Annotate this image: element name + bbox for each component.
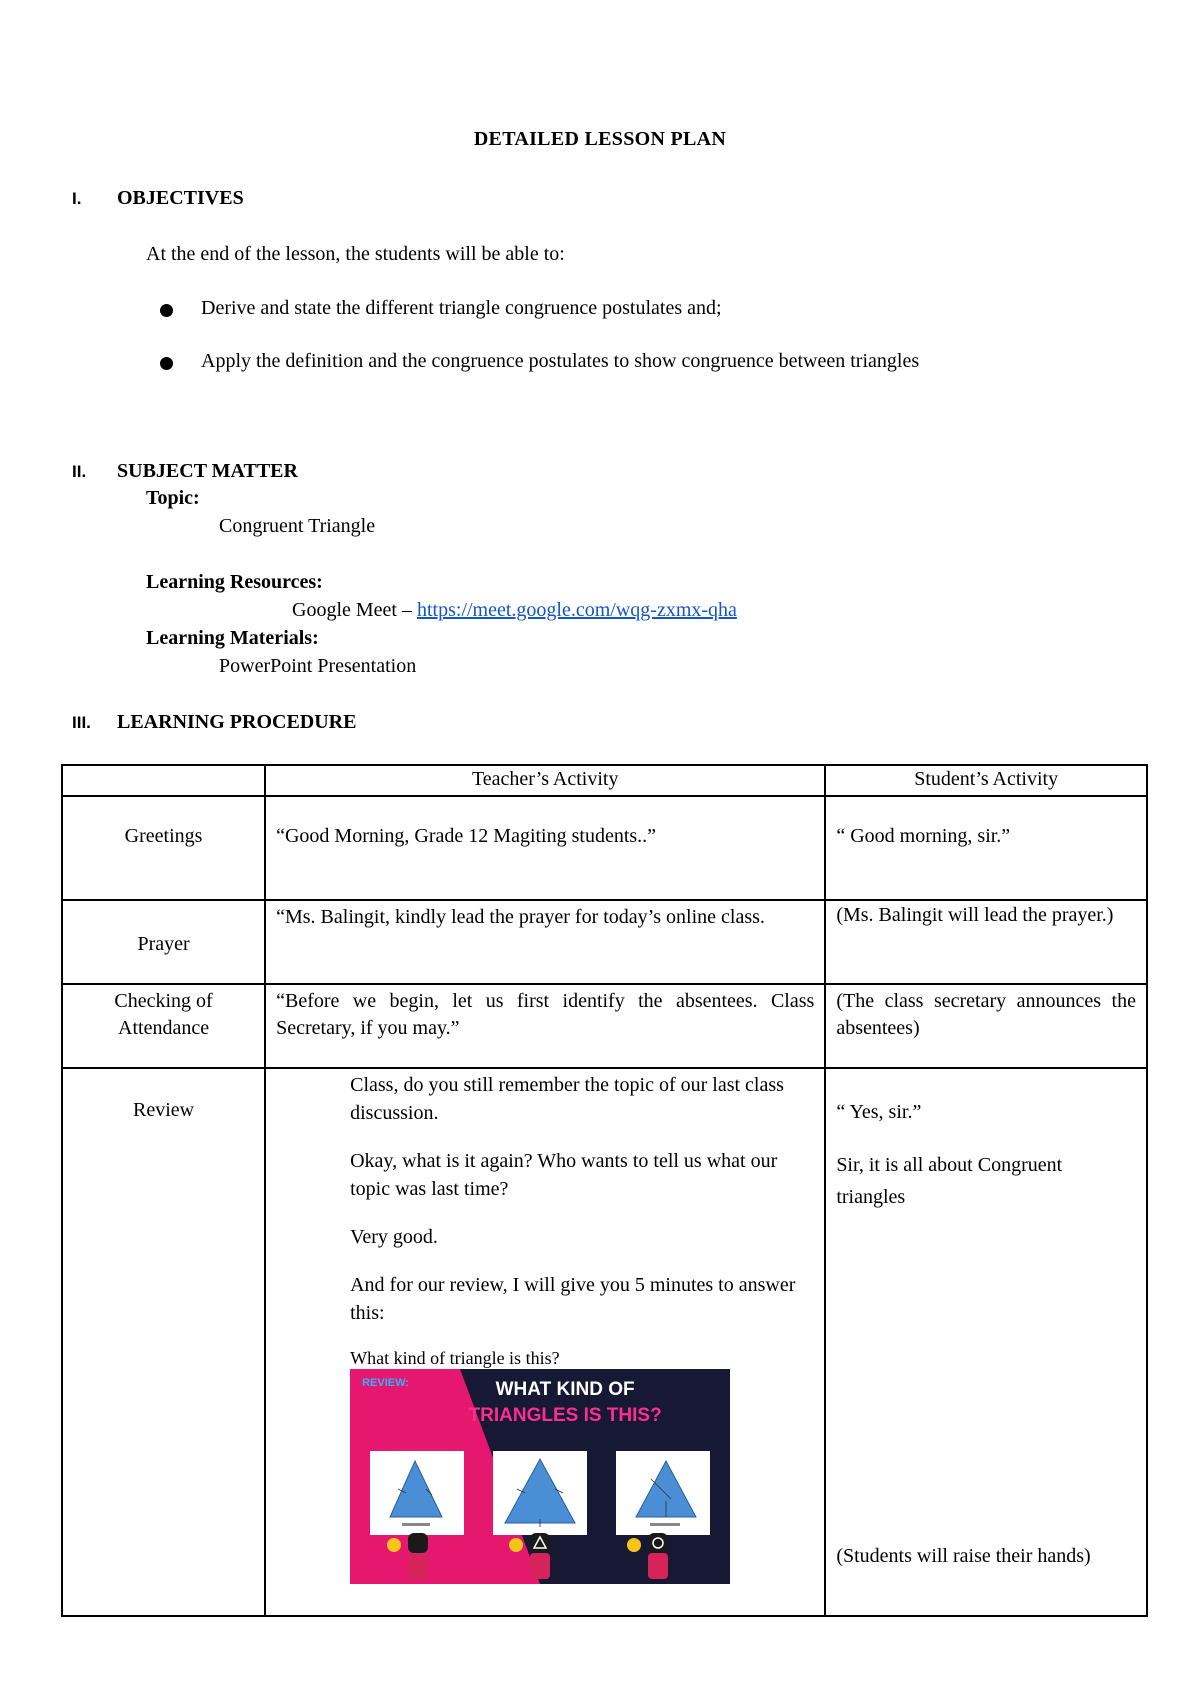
- objectives-intro: At the end of the lesson, the students will be able to:: [146, 243, 565, 265]
- slide-review-tag: REVIEW:: [362, 1377, 409, 1389]
- objective-item: Apply the definition and the congruence postulates to show congruence between triangles: [201, 350, 920, 372]
- triangle-card: [370, 1451, 464, 1535]
- subject-matter-heading: [72, 460, 298, 483]
- google-meet-link[interactable]: https://meet.google.com/wqg-zxmx-qha: [416, 599, 737, 621]
- bullet-icon: [160, 357, 173, 370]
- materials-value: PowerPoint Presentation: [219, 655, 417, 677]
- triangle-card: [493, 1451, 587, 1535]
- slide-title-line1: WHAT KIND OF: [495, 1379, 635, 1400]
- student-activity: “ Good morning, sir.”: [825, 796, 1147, 900]
- table-row-attendance: [62, 984, 1147, 1068]
- resources-value: [292, 599, 737, 622]
- student-activity: (Ms. Balingit will lead the prayer.): [825, 900, 1147, 984]
- scalene-triangle-icon: [370, 1451, 464, 1535]
- review-student-line: (Students will raise their hands): [836, 1545, 1091, 1567]
- teacher-activity: [265, 1068, 825, 1616]
- equilateral-triangle-icon: [493, 1451, 587, 1535]
- header-cell: [62, 765, 265, 796]
- row-label: Checking of Attendance: [62, 984, 265, 1068]
- procedure-table: [61, 764, 1148, 1617]
- game-characters-icon: [350, 1529, 730, 1584]
- section-title: OBJECTIVES: [117, 187, 244, 209]
- table-row-review: [62, 1068, 1147, 1616]
- teacher-activity: “Before we begin, let us first identify the absentees. Class Secretary, if you may.”: [265, 984, 825, 1068]
- review-teacher-line: And for our review, I will give you 5 minutes to answer this:: [350, 1274, 796, 1324]
- resources-label: Learning Resources:: [146, 571, 323, 593]
- review-slide-image: [350, 1369, 730, 1584]
- section-number: I.: [72, 189, 82, 208]
- table-header-row: [62, 765, 1147, 796]
- header-cell: Student’s Activity: [825, 765, 1147, 796]
- table-row-greetings: [62, 796, 1147, 900]
- review-student-line: “ Yes, sir.”: [836, 1101, 922, 1123]
- objective-item: Derive and state the different triangle congruence postulates and;: [201, 297, 722, 319]
- row-label: Prayer: [62, 900, 265, 984]
- section-title: LEARNING PROCEDURE: [117, 711, 357, 733]
- review-question: What kind of triangle is this?: [350, 1348, 560, 1368]
- row-label: Greetings: [62, 796, 265, 900]
- objectives-heading: [72, 187, 244, 210]
- student-activity: [825, 1068, 1147, 1616]
- row-label: Review: [62, 1068, 265, 1616]
- document-title: DETAILED LESSON PLAN: [473, 128, 727, 150]
- triangle-card: [616, 1451, 710, 1535]
- section-number: II.: [72, 462, 87, 481]
- topic-value: Congruent Triangle: [219, 515, 376, 537]
- bullet-icon: [160, 304, 173, 317]
- section-number: III.: [72, 713, 91, 732]
- review-teacher-line: Very good.: [350, 1226, 438, 1248]
- procedure-heading: [72, 711, 356, 734]
- student-activity: (The class secretary announces the absentees): [825, 984, 1147, 1068]
- review-teacher-line: Class, do you still remember the topic of our last class discussion.: [350, 1074, 784, 1124]
- slide-title-line2: TRIANGLES IS THIS?: [468, 1405, 662, 1426]
- isosceles-triangle-icon: [616, 1451, 710, 1535]
- section-title: SUBJECT MATTER: [117, 460, 298, 482]
- teacher-activity: “Good Morning, Grade 12 Magiting students..”: [265, 796, 825, 900]
- teacher-activity: “Ms. Balingit, kindly lead the prayer for today’s online class.: [265, 900, 825, 984]
- review-student-line: Sir, it is all about Congruent triangles: [836, 1154, 1063, 1208]
- topic-label: Topic:: [146, 487, 200, 509]
- table-row-prayer: [62, 900, 1147, 984]
- materials-label: Learning Materials:: [146, 627, 319, 649]
- header-cell: Teacher’s Activity: [265, 765, 825, 796]
- resources-prefix: Google Meet –: [292, 599, 417, 621]
- review-teacher-line: Okay, what is it again? Who wants to tell us what our topic was last time?: [350, 1150, 778, 1200]
